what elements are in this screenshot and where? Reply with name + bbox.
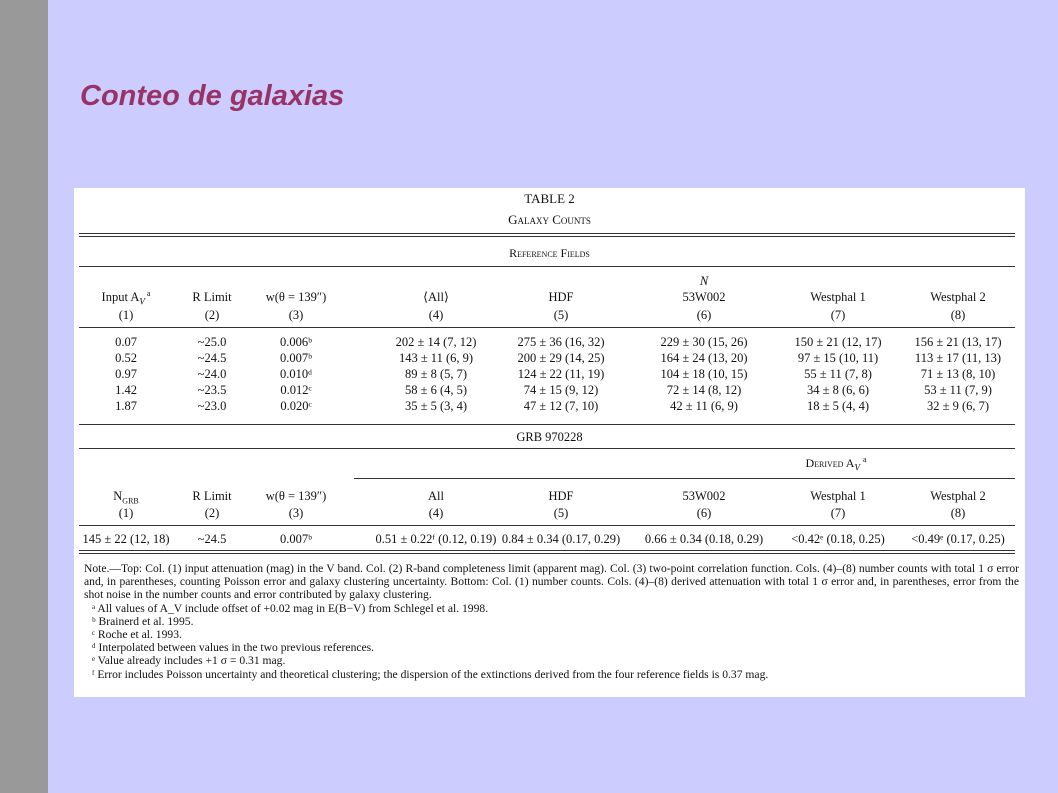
header-num-8: (8) bbox=[950, 308, 966, 322]
rule-bottom-2 bbox=[79, 553, 1015, 554]
footnote-5: ᵉ Value already includes +1 σ = 0.31 mag. bbox=[92, 654, 286, 668]
header-num-4: (4) bbox=[428, 308, 444, 322]
table-cell: 35 ± 5 (3, 4) bbox=[404, 399, 468, 413]
footnotes bbox=[84, 602, 1019, 681]
bottom-header-num-4: (4) bbox=[428, 506, 444, 520]
bottom-cell: 145 ± 22 (12, 18) bbox=[82, 532, 170, 546]
footnote-2: ᵇ Brainerd et al. 1995. bbox=[92, 614, 194, 628]
table-cell: 164 ± 24 (13, 20) bbox=[660, 351, 748, 365]
table-cell: 97 ± 15 (10, 11) bbox=[797, 351, 879, 365]
derived-sup: a bbox=[862, 455, 867, 464]
table-cell: ~23.0 bbox=[197, 399, 227, 413]
table-cell: 229 ± 30 (15, 26) bbox=[660, 335, 748, 349]
bottom-cell: 0.84 ± 0.34 (0.17, 0.29) bbox=[501, 532, 621, 546]
slide-title: Conteo de galaxias bbox=[80, 80, 345, 112]
bottom-header-col-3: w(θ = 139″) bbox=[265, 489, 327, 503]
header-col-5: HDF bbox=[548, 290, 574, 304]
table-cell: 156 ± 21 (13, 17) bbox=[914, 335, 1002, 349]
bottom-header-col-5: HDF bbox=[548, 489, 574, 503]
header-col-3: w(θ = 139″) bbox=[265, 290, 327, 304]
table-cell: 55 ± 11 (7, 8) bbox=[804, 367, 872, 381]
rule-header-bottom bbox=[79, 327, 1015, 328]
bottom-header-col-7: Westphal 1 bbox=[810, 489, 866, 503]
rule-derived bbox=[354, 478, 1015, 479]
table-cell: 58 ± 6 (4, 5) bbox=[404, 383, 468, 397]
footnote-1: ᵃ All values of A_V include offset of +0.02 mag in E(B−V) from Schlegel et al. 1998. bbox=[92, 601, 489, 615]
table-cell: 143 ± 11 (6, 9) bbox=[398, 351, 474, 365]
table-cell: 42 ± 11 (6, 9) bbox=[670, 399, 738, 413]
bottom-header-sub: GRB bbox=[122, 496, 139, 506]
bottom-cell: 0.007ᵇ bbox=[280, 532, 312, 546]
section-reference-fields: Reference Fields bbox=[509, 246, 590, 260]
rule-top-1 bbox=[79, 233, 1015, 234]
bottom-header-col-8: Westphal 2 bbox=[930, 489, 986, 503]
header-col-7: Westphal 1 bbox=[810, 290, 866, 304]
table-cell: 275 ± 36 (16, 32) bbox=[517, 335, 605, 349]
bottom-header-num-7: (7) bbox=[830, 506, 846, 520]
rule-section1 bbox=[79, 266, 1015, 267]
sidebar-bar bbox=[0, 0, 48, 793]
table-cell: 34 ± 8 (6, 6) bbox=[806, 383, 870, 397]
header-col-8: Westphal 2 bbox=[930, 290, 986, 304]
bottom-cell: 0.51 ± 0.22ᶠ (0.12, 0.19) bbox=[375, 532, 497, 546]
header-col-1: Input $A_V$ $^a$ bbox=[101, 289, 151, 307]
header-num-7: (7) bbox=[830, 308, 846, 322]
header-num-6: (6) bbox=[696, 308, 712, 322]
header-num-1: (1) bbox=[118, 308, 134, 322]
table-cell: 72 ± 14 (8, 12) bbox=[666, 383, 742, 397]
bottom-header-num-2: (2) bbox=[204, 506, 220, 520]
header-pre-6: N bbox=[699, 274, 709, 288]
bottom-header-col-2: R Limit bbox=[192, 489, 232, 503]
table-cell: ~24.0 bbox=[197, 367, 227, 381]
bottom-cell: ~24.5 bbox=[197, 532, 227, 546]
bottom-cell: <0.42ᵉ (0.18, 0.25) bbox=[791, 532, 885, 546]
header-col-4: ⟨All⟩ bbox=[423, 290, 449, 304]
bottom-header-num-6: (6) bbox=[696, 506, 712, 520]
header-col-2: R Limit bbox=[192, 290, 232, 304]
table-cell: 18 ± 5 (4, 4) bbox=[806, 399, 870, 413]
table-cell: 202 ± 14 (7, 12) bbox=[395, 335, 477, 349]
rule-bottom-header bbox=[79, 525, 1015, 526]
table-cell: 0.007ᵇ bbox=[280, 351, 312, 365]
rule-bottom-1 bbox=[79, 550, 1015, 551]
table-cell: 0.012ᶜ bbox=[280, 383, 312, 397]
bottom-header-col-4: All bbox=[428, 489, 444, 503]
table-cell: 47 ± 12 (7, 10) bbox=[523, 399, 599, 413]
bottom-header-num-3: (3) bbox=[288, 506, 304, 520]
bottom-cell: <0.49ᵉ (0.17, 0.25) bbox=[911, 532, 1005, 546]
table-cell: 71 ± 13 (8, 10) bbox=[920, 367, 996, 381]
rule-top-2 bbox=[79, 236, 1015, 237]
table-cell: 124 ± 22 (11, 19) bbox=[517, 367, 605, 381]
bottom-header-num-8: (8) bbox=[950, 506, 966, 520]
table-cell: 0.97 bbox=[115, 367, 137, 381]
table-cell: 104 ± 18 (10, 15) bbox=[660, 367, 748, 381]
header-sub: V bbox=[139, 296, 145, 307]
header-num-2: (2) bbox=[204, 308, 220, 322]
header-num-5: (5) bbox=[553, 308, 569, 322]
bottom-header-num-5: (5) bbox=[553, 506, 569, 520]
table-cell: ~24.5 bbox=[197, 351, 227, 365]
header-sup: a bbox=[144, 289, 151, 298]
table-cell: 32 ± 9 (6, 7) bbox=[926, 399, 990, 413]
bottom-header-col-6: 53W002 bbox=[682, 489, 726, 503]
table-cell: 53 ± 11 (7, 9) bbox=[924, 383, 992, 397]
bottom-header-col-1: $N_{GRB}$ bbox=[113, 489, 139, 506]
table-cell: 150 ± 21 (12, 17) bbox=[794, 335, 882, 349]
table-label: TABLE 2 bbox=[524, 191, 575, 206]
header-col-6: 53W002 bbox=[682, 290, 726, 304]
table-caption: Galaxy Counts bbox=[508, 212, 591, 227]
header-num-3: (3) bbox=[288, 308, 304, 322]
table-cell: 0.006ᵇ bbox=[280, 335, 312, 349]
table-cell: 1.87 bbox=[115, 399, 137, 413]
table-cell: 0.010ᵈ bbox=[279, 367, 313, 381]
table-cell: 113 ± 17 (11, 13) bbox=[914, 351, 1002, 365]
galaxy-counts-table bbox=[74, 188, 1025, 697]
table-cell: ~23.5 bbox=[197, 383, 227, 397]
table-cell: 89 ± 8 (5, 7) bbox=[404, 367, 468, 381]
table-cell: 200 ± 29 (14, 25) bbox=[517, 351, 605, 365]
table-cell: 0.020ᶜ bbox=[280, 399, 312, 413]
table-cell: 0.52 bbox=[115, 351, 137, 365]
derived-sub: V bbox=[854, 462, 860, 473]
derived-label-text: Derived A bbox=[805, 456, 855, 470]
table-cell: ~25.0 bbox=[197, 335, 227, 349]
table-note bbox=[84, 562, 1019, 681]
footnote-4: ᵈ Interpolated between values in the two previous references. bbox=[92, 641, 375, 655]
footnote-6: ᶠ Error includes Poisson uncertainty and theoretical clustering; the dispersion of the extinctions derived from the four reference fields is 0.37 mag. bbox=[92, 667, 769, 681]
table-cell: 0.07 bbox=[115, 335, 137, 349]
derived-av-label bbox=[805, 456, 866, 474]
table-cell: 1.42 bbox=[115, 383, 137, 397]
rule-section2 bbox=[79, 448, 1015, 449]
bottom-header-num-1: (1) bbox=[118, 506, 134, 520]
note-text: Note.—Top: Col. (1) input attenuation (mag) in the V band. Col. (2) R-band completeness limit (apparent mag). Col. (3) two-point correlation function. Cols. (4)–(8) number counts with total 1 σ error and, in parentheses, counting Poisson error and galaxy clustering uncertainty. Bottom: Col. (1) number counts. Cols. (4)–(8) derived attenuation with total 1 σ error and, in parentheses, error from the shot noise in the number counts and error contributed by galaxy clustering. bbox=[84, 562, 1019, 602]
rule-top-bottom bbox=[79, 424, 1015, 425]
footnote-3: ᶜ Roche et al. 1993. bbox=[92, 628, 182, 642]
bottom-cell: 0.66 ± 0.34 (0.18, 0.29) bbox=[644, 532, 764, 546]
table-cell: 74 ± 15 (9, 12) bbox=[523, 383, 599, 397]
section-grb: GRB 970228 bbox=[516, 430, 583, 444]
